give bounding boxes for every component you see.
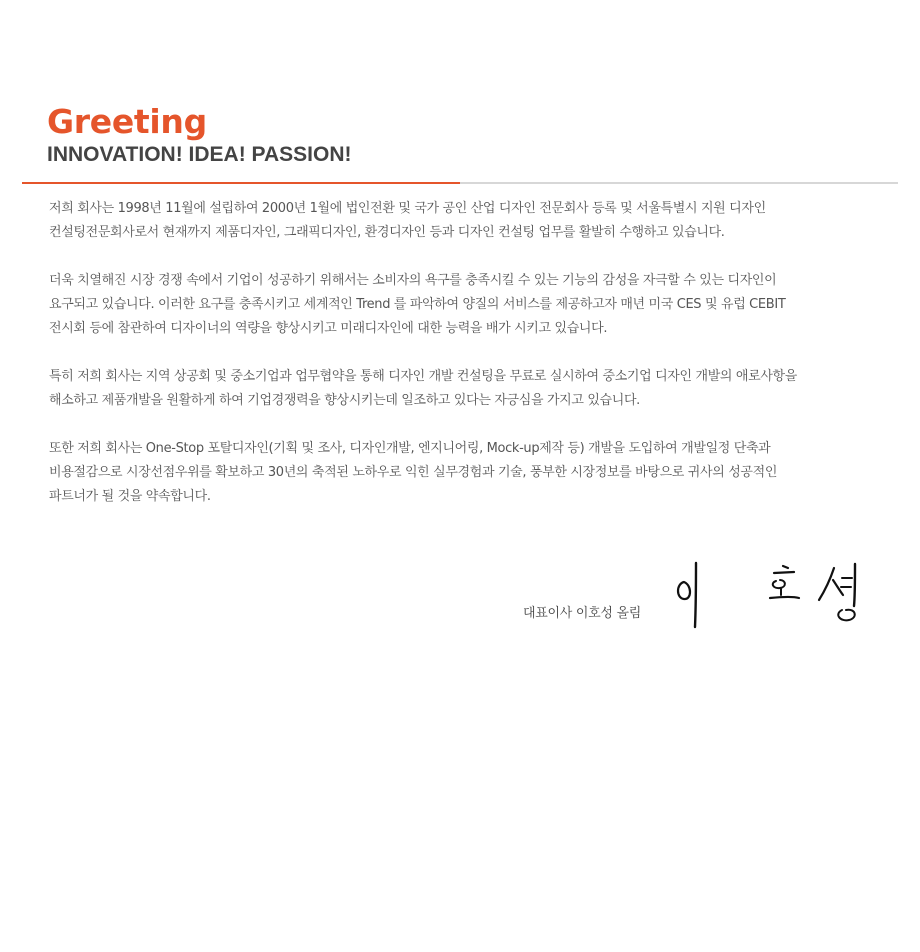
paragraph-4 — [49, 437, 869, 509]
paragraph-line: 또한 저희 회사는 One-Stop 포탈디자인(기획 및 조사, 디자인개발, 엔지니어링, Mock-up제작 등) 개발을 도입하여 개발일정 단축과 — [49, 441, 771, 456]
paragraph-line: 비용절감으로 시장선점우위를 확보하고 30년의 축적된 노하우로 익힌 실무경험과 기술, 풍부한 시장정보를 바탕으로 귀사의 성공적인 — [49, 465, 778, 480]
paragraph-1 — [49, 197, 869, 245]
ceo-signature — [670, 558, 870, 636]
paragraph-line: 파트너가 될 것을 약속합니다. — [49, 489, 211, 504]
section-divider-accent — [22, 182, 460, 184]
paragraph-line: 요구되고 있습니다. 이러한 요구를 충족시키고 세계적인 Trend 를 파악하여 양질의 서비스를 제공하고자 매년 미국 CES 및 유럽 CEBIT — [49, 297, 786, 312]
page-title: Greeting — [47, 102, 207, 141]
page-subtitle: INNOVATION! IDEA! PASSION! — [47, 143, 352, 166]
paragraph-line: 컨설팅전문회사로서 현재까지 제품디자인, 그래픽디자인, 환경디자인 등과 디자인 컨설팅 업무를 활발히 수행하고 있습니다. — [49, 225, 725, 240]
section-divider — [22, 182, 898, 184]
greeting-heading — [47, 102, 352, 168]
paragraph-line: 저희 회사는 1998년 11월에 설립하여 2000년 1월에 법인전환 및 국가 공인 산업 디자인 전문회사 등록 및 서울특별시 지원 디자인 — [49, 201, 766, 216]
paragraph-3 — [49, 365, 869, 413]
greeting-body — [49, 197, 869, 533]
paragraph-line: 더욱 치열해진 시장 경쟁 속에서 기업이 성공하기 위해서는 소비자의 욕구를 충족시킬 수 있는 기능의 감성을 자극할 수 있는 디자인이 — [49, 273, 777, 288]
paragraph-line: 해소하고 제품개발을 원활하게 하여 기업경쟁력을 향상시키는데 일조하고 있다는 자긍심을 가지고 있습니다. — [49, 393, 640, 408]
paragraph-line: 특히 저희 회사는 지역 상공회 및 중소기업과 업무협약을 통해 디자인 개발 컨설팅을 무료로 실시하여 중소기업 디자인 개발의 애로사항을 — [49, 369, 797, 384]
paragraph-line: 전시회 등에 참관하여 디자이너의 역량을 향상시키고 미래디자인에 대한 능력을 배가 시키고 있습니다. — [49, 321, 608, 336]
paragraph-2 — [49, 269, 869, 341]
ceo-signoff-label: 대표이사 이호성 올림 — [523, 606, 641, 621]
